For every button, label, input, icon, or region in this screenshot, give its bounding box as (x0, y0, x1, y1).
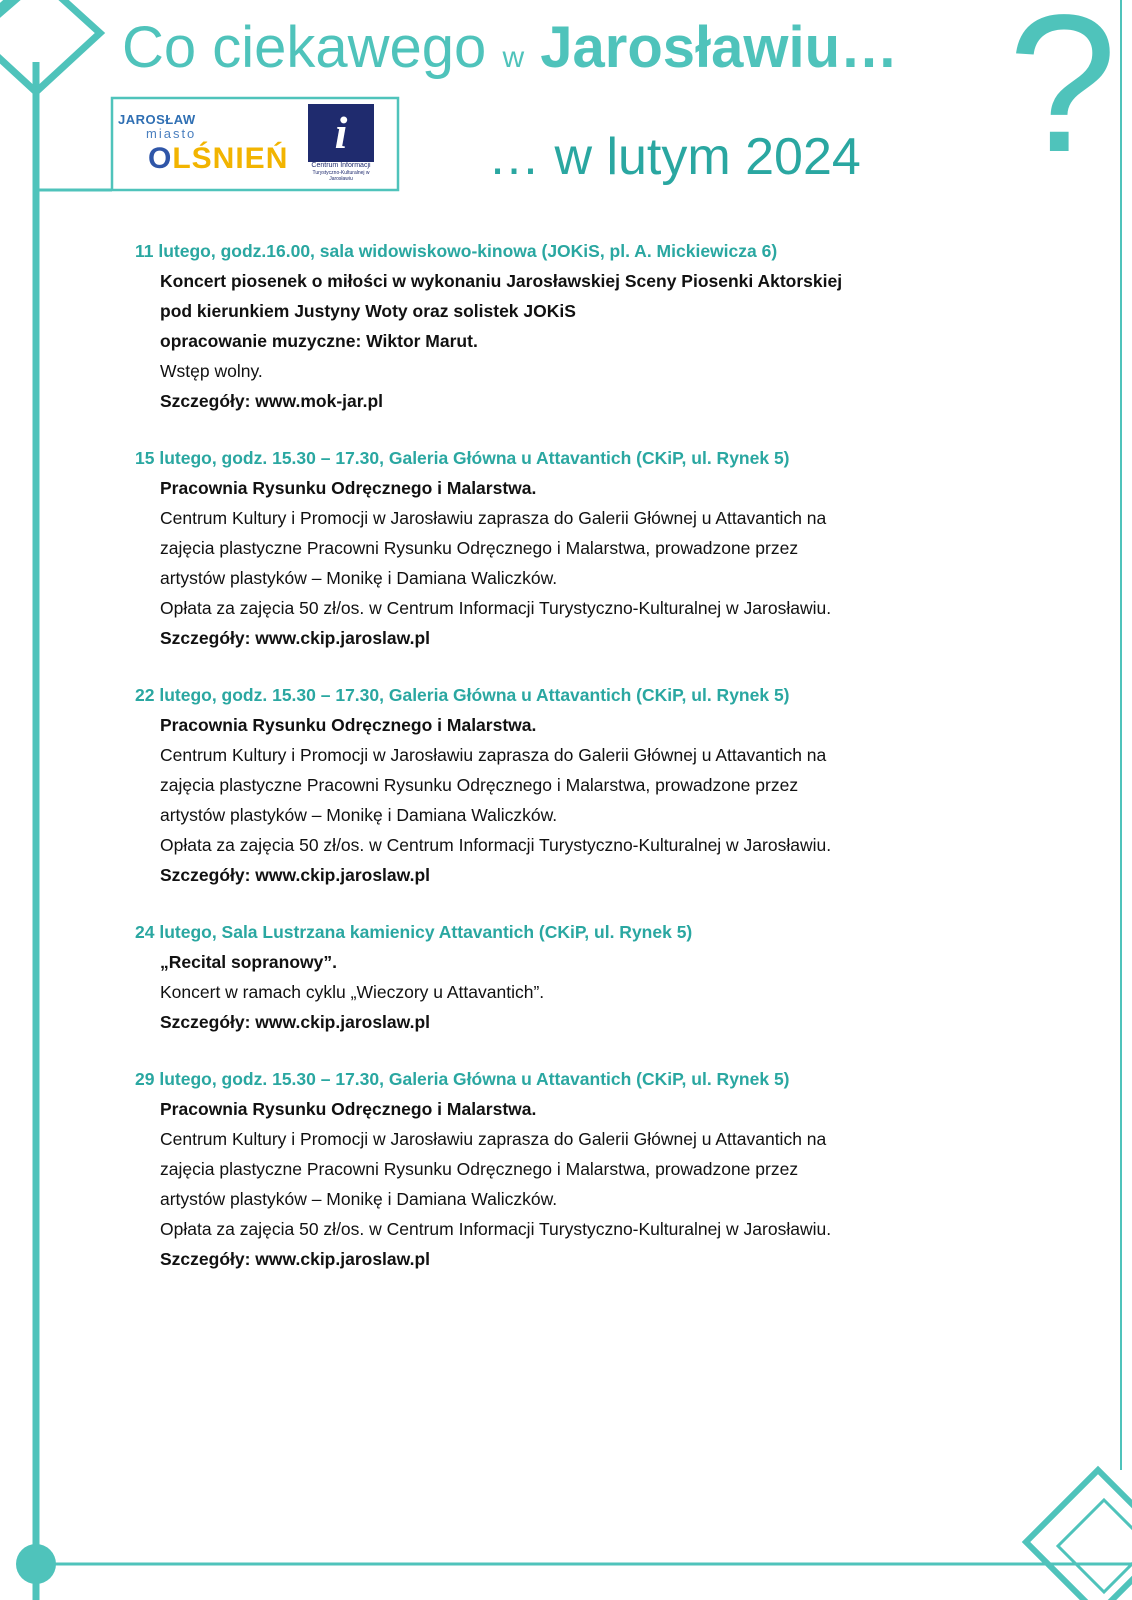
title-city: Jarosławiu… (540, 15, 899, 80)
event-header: 24 lutego, Sala Lustrzana kamienicy Attavantich (CKiP, ul. Rynek 5) (135, 922, 693, 942)
event-line: Szczegóły: www.mok-jar.pl (160, 391, 384, 411)
event-line: Opłata za zajęcia 50 zł/os. w Centrum Informacji Turystyczno-Kulturalnej w Jarosławiu. (160, 835, 832, 855)
event-line: Centrum Kultury i Promocji w Jarosławiu zaprasza do Galerii Głównej u Attavantich na (160, 508, 827, 528)
frame-top-left-diamond (0, 0, 100, 92)
info-symbol: i (334, 107, 348, 158)
event-line: Opłata za zajęcia 50 zł/os. w Centrum Informacji Turystyczno-Kulturalnej w Jarosławiu. (160, 1219, 832, 1239)
jaroslaw-logo (118, 112, 289, 182)
event-line: zajęcia plastyczne Pracowni Rysunku Odręcznego i Malarstwa, prowadzone przez (160, 775, 799, 795)
event-line: Koncert w ramach cyklu „Wieczory u Attavantich”. (160, 982, 545, 1002)
info-icon (308, 104, 374, 162)
page-subtitle: … w lutym 2024 (488, 128, 861, 186)
event-header: 15 lutego, godz. 15.30 – 17.30, Galeria Główna u Attavantich (CKiP, ul. Rynek 5) (135, 448, 790, 468)
event-line: Wstęp wolny. (160, 361, 263, 381)
event-header: 11 lutego, godz.16.00, sala widowiskowo-kinowa (JOKiS, pl. A. Mickiewicza 6) (135, 241, 778, 261)
event-line: Pracownia Rysunku Odręcznego i Malarstwa. (160, 1099, 537, 1119)
events-list (135, 236, 975, 1301)
event-line: Koncert piosenek o miłości w wykonaniu Jarosławskiej Sceny Piosenki Aktorskiej (160, 271, 843, 291)
event-line: zajęcia plastyczne Pracowni Rysunku Odręcznego i Malarstwa, prowadzone przez (160, 1159, 799, 1179)
frame-bottom-right-diamond-inner (1058, 1500, 1132, 1592)
title-w: w (502, 41, 525, 74)
event-item (135, 1064, 975, 1274)
event-line: Centrum Kultury i Promocji w Jarosławiu zaprasza do Galerii Głównej u Attavantich na (160, 1129, 827, 1149)
event-line: artystów plastyków – Monikę i Damiana Waliczków. (160, 805, 558, 825)
event-line: Szczegóły: www.ckip.jaroslaw.pl (160, 1249, 431, 1269)
jaroslaw-logo-line3 (148, 142, 288, 176)
event-body (135, 473, 975, 653)
event-line: Szczegóły: www.ckip.jaroslaw.pl (160, 1012, 431, 1032)
jaroslaw-logo-line1: JAROSŁAW (118, 112, 196, 127)
info-center-logo (308, 104, 374, 180)
event-line: „Recital sopranowy”. (160, 952, 337, 972)
event-line: artystów plastyków – Monikę i Damiana Waliczków. (160, 1189, 558, 1209)
event-body (135, 710, 975, 890)
event-header: 22 lutego, godz. 15.30 – 17.30, Galeria Główna u Attavantich (CKiP, ul. Rynek 5) (135, 685, 790, 705)
info-logo-caption1: Centrum Informacji (311, 162, 371, 169)
event-line: pod kierunkiem Justyny Woty oraz solistek JOKiS (160, 301, 576, 321)
event-item (135, 443, 975, 653)
event-line: Szczegóły: www.ckip.jaroslaw.pl (160, 865, 431, 885)
event-line: artystów plastyków – Monikę i Damiana Waliczków. (160, 568, 558, 588)
event-line: zajęcia plastyczne Pracowni Rysunku Odręcznego i Malarstwa, prowadzone przez (160, 538, 799, 558)
question-mark: ? (1008, 0, 1118, 193)
event-line: Pracownia Rysunku Odręcznego i Malarstwa. (160, 715, 537, 735)
event-line: Opłata za zajęcia 50 zł/os. w Centrum Informacji Turystyczno-Kulturalnej w Jarosławiu. (160, 598, 832, 618)
event-body (135, 947, 975, 1037)
event-line: Pracownia Rysunku Odręcznego i Malarstwa. (160, 478, 537, 498)
event-line: opracowanie muzyczne: Wiktor Marut. (160, 331, 478, 351)
event-body (135, 266, 975, 416)
jaroslaw-logo-line2: miasto (146, 126, 197, 141)
jaroslaw-logo-o: O (148, 142, 173, 175)
page-title (122, 8, 1022, 98)
event-item (135, 917, 975, 1037)
event-body (135, 1094, 975, 1274)
info-logo-caption2: Turystyczno-Kulturalnej w Jarosławiu (312, 170, 370, 182)
frame-bottom-left-dot (16, 1544, 56, 1584)
jaroslaw-logo-rest: LŚNIEŃ (172, 142, 289, 175)
event-line: Szczegóły: www.ckip.jaroslaw.pl (160, 628, 431, 648)
event-line: Centrum Kultury i Promocji w Jarosławiu zaprasza do Galerii Głównej u Attavantich na (160, 745, 827, 765)
event-header: 29 lutego, godz. 15.30 – 17.30, Galeria Główna u Attavantich (CKiP, ul. Rynek 5) (135, 1069, 790, 1089)
event-item (135, 236, 975, 416)
event-item (135, 680, 975, 890)
title-part1: Co ciekawego (122, 15, 487, 80)
